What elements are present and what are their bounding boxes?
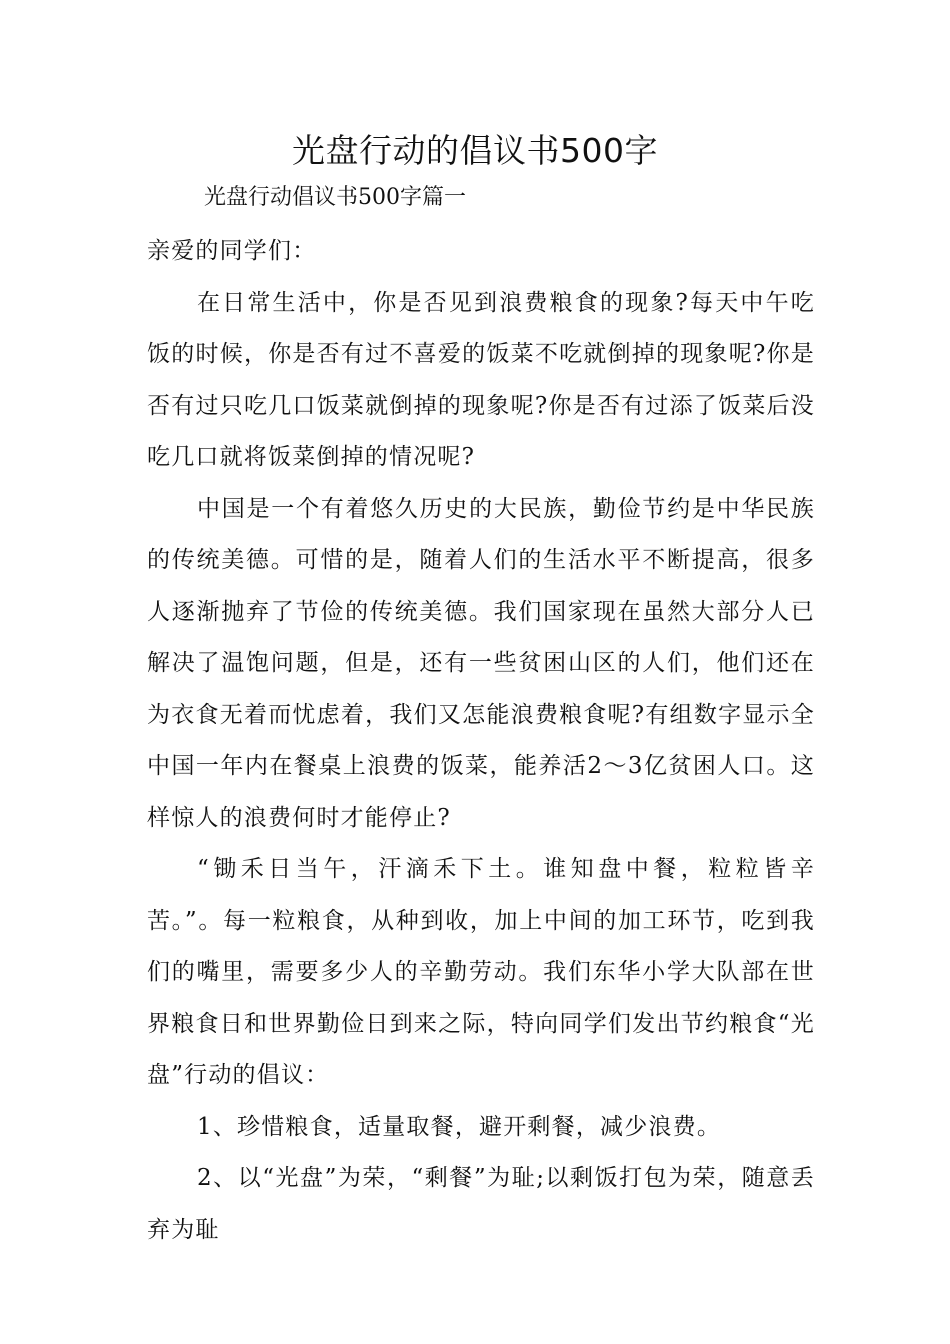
proposal-item-2: 2、以“光盘”为荣，“剩餐”为耻;以剩饭打包为荣，随意丢弃为耻 (147, 1165, 815, 1243)
document-subtitle: 光盘行动倡议书500字篇一 (204, 185, 466, 210)
document-title: 光盘行动的倡议书500字 (292, 131, 658, 170)
paragraph-1: 在日常生活中，你是否见到浪费粮食的现象?每天中午吃饭的时候，你是否有过不喜爱的饭菜不吃就倒掉的现象呢?你是否有过只吃几口饭菜就倒掉的现象呢?你是否有过添了饭菜后没吃几口就将饭菜倒掉的情况呢? (147, 289, 815, 470)
document-body (147, 226, 815, 1256)
paragraph-2: 中国是一个有着悠久历史的大民族，勤俭节约是中华民族的传统美德。可惜的是，随着人们的生活水平不断提高，很多人逐渐抛弃了节俭的传统美德。我们国家现在虽然大部分人已解决了温饱问题，但是，还有一些贫困山区的人们，他们还在为衣食无着而忧虑着，我们又怎能浪费粮食呢?有组数字显示全中国一年内在餐桌上浪费的饭菜，能养活2～3亿贫困人口。这样惊人的浪费何时才能停止? (147, 495, 815, 831)
proposal-item-1: 1、珍惜粮食，适量取餐，避开剩餐，减少浪费。 (197, 1113, 722, 1140)
salutation: 亲爱的同学们： (147, 238, 317, 264)
paragraph-3: “锄禾日当午，汗滴禾下土。谁知盘中餐，粒粒皆辛苦。”。每一粒粮食，从种到收，加上中间的加工环节，吃到我们的嘴里，需要多少人的辛勤劳动。我们东华小学大队部在世界粮食日和世界勤俭日到来之际，特向同学们发出节约粮食“光盘”行动的倡议： (147, 856, 815, 1088)
